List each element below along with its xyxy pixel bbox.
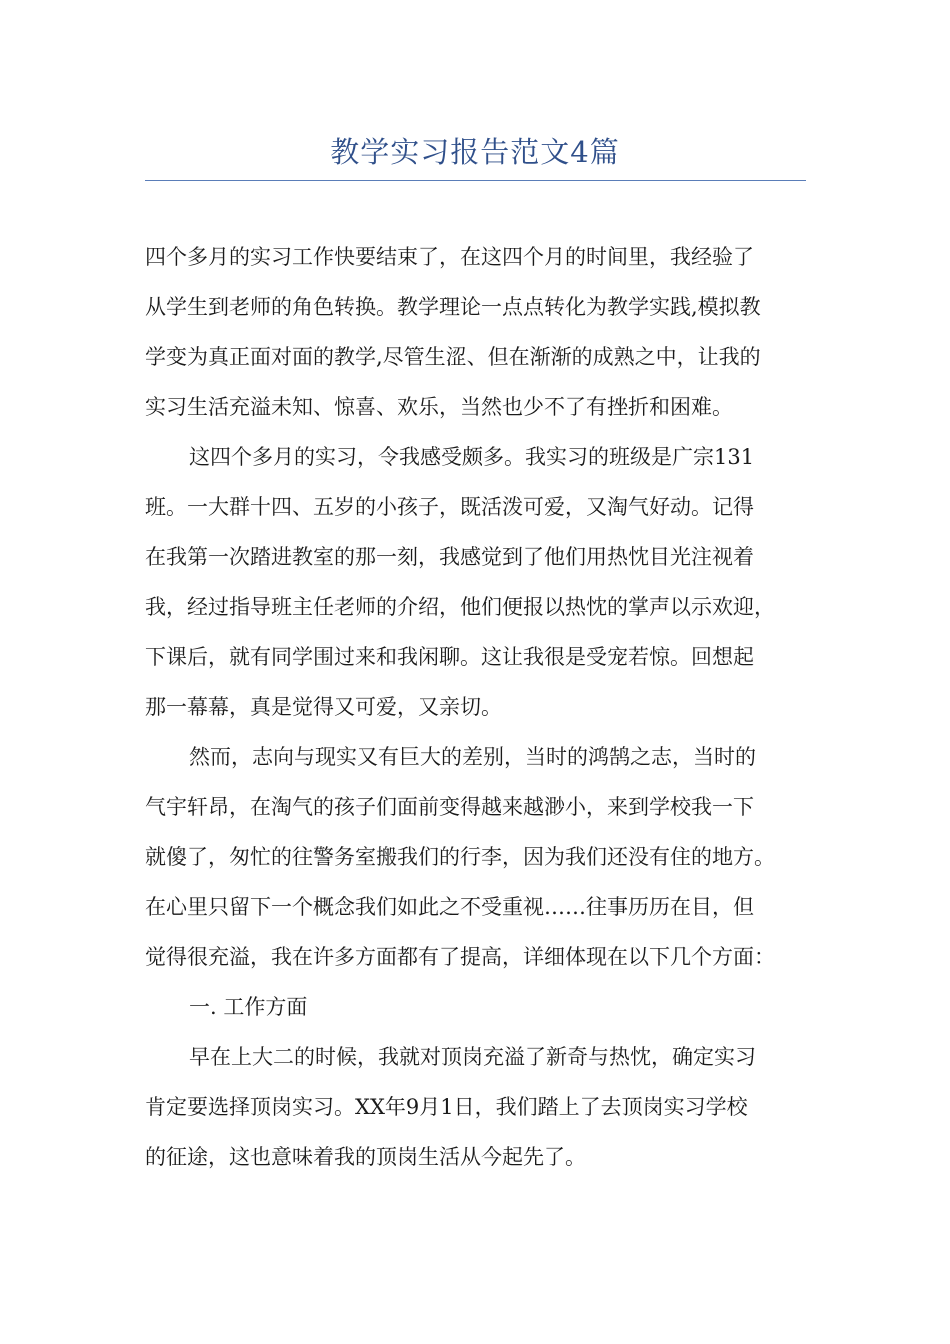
text-line: 在心里只留下一个概念我们如此之不受重视……往事历历在目，但	[145, 895, 754, 919]
title-underline	[145, 180, 806, 181]
section-heading: 一. 工作方面	[189, 995, 308, 1019]
text-line: 实习生活充溢未知、惊喜、欢乐，当然也少不了有挫折和困难。	[145, 395, 733, 419]
text-line: 就傻了，匆忙的往警务室搬我们的行李，因为我们还没有住的地方。	[145, 845, 775, 869]
text-line: 班。一大群十四、五岁的小孩子，既活泼可爱，又淘气好动。记得	[145, 495, 754, 519]
text-line: 在我第一次踏进教室的那一刻，我感觉到了他们用热忱目光注视着	[145, 545, 754, 569]
text-line: 学变为真正面对面的教学,尽管生涩、但在渐渐的成熟之中，让我的	[145, 345, 761, 369]
text-line: 气宇轩昂，在淘气的孩子们面前变得越来越渺小，来到学校我一下	[145, 795, 754, 819]
text-line: 四个多月的实习工作快要结束了，在这四个月的时间里，我经验了	[145, 245, 754, 269]
text-line: 从学生到老师的角色转换。教学理论一点点转化为教学实践,模拟教	[145, 295, 761, 319]
text-line: 这四个多月的实习，令我感受颇多。我实习的班级是广宗131	[189, 445, 755, 469]
text-line: 然而，志向与现实又有巨大的差别，当时的鸿鹄之志，当时的	[189, 745, 756, 769]
text-line: 早在上大二的时候，我就对顶岗充溢了新奇与热忱，确定实习	[189, 1045, 756, 1069]
text-line: 的征途，这也意味着我的顶岗生活从今起先了。	[145, 1145, 586, 1169]
text-line: 肯定要选择顶岗实习。XX年9月1日，我们踏上了去顶岗实习学校	[145, 1095, 748, 1119]
text-line: 觉得很充溢，我在许多方面都有了提高，详细体现在以下几个方面：	[145, 945, 775, 969]
page-title: 教学实习报告范文4篇	[330, 135, 620, 169]
text-line: 我，经过指导班主任老师的介绍，他们便报以热忱的掌声以示欢迎，	[145, 595, 775, 619]
text-line: 那一幕幕，真是觉得又可爱，又亲切。	[145, 695, 502, 719]
document-body	[145, 232, 810, 1182]
text-line: 下课后，就有同学围过来和我闲聊。这让我很是受宠若惊。回想起	[145, 645, 754, 669]
